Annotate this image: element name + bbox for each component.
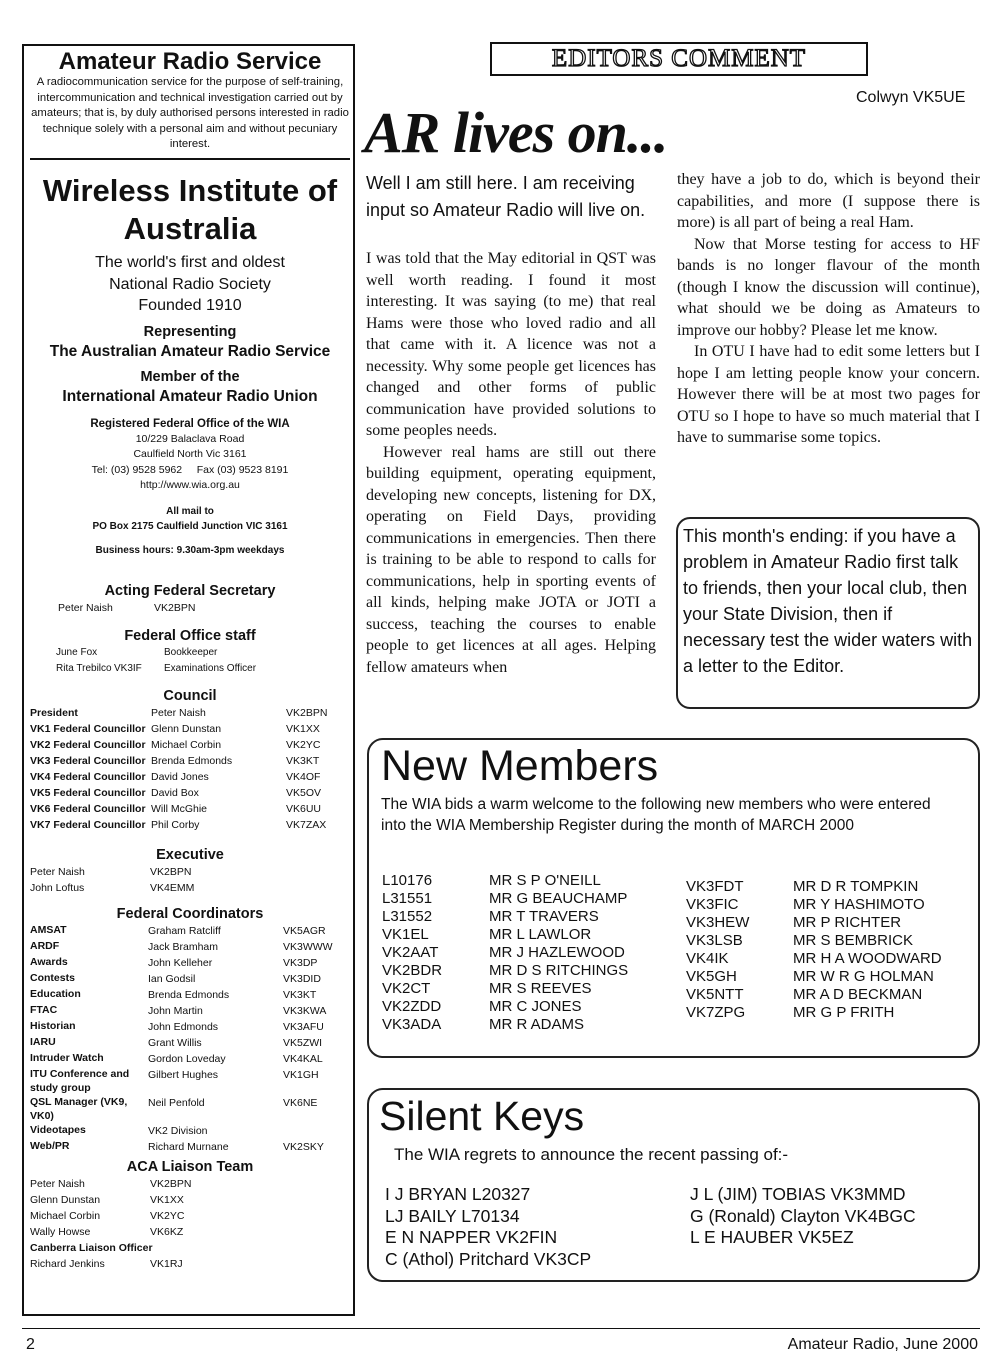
- silent-keys-title: Silent Keys: [379, 1093, 585, 1139]
- table-row: President Peter Naish VK2BPN: [30, 707, 328, 719]
- executive-heading: Executive: [156, 847, 224, 863]
- silent-keys-right-list: [690, 1184, 916, 1249]
- table-row: VK5 Federal Councillor David Box VK5OV: [30, 787, 322, 799]
- divider: [30, 158, 350, 160]
- mail-address: PO Box 2175 Caulfield Junction VIC 3161: [92, 520, 288, 532]
- list-item: I J BRYAN L20327: [385, 1184, 531, 1204]
- aca-block: [30, 1158, 350, 1272]
- list-item: MR C JONES: [489, 998, 582, 1015]
- representing-label: Representing: [143, 323, 237, 340]
- list-item: MR D R TOMPKIN: [793, 878, 919, 895]
- list-item: VK5GH: [686, 968, 737, 985]
- list-item: MR H A WOODWARD: [793, 950, 942, 967]
- table-row: Peter Naish VK2BPN: [30, 866, 192, 878]
- list-item: L31551: [382, 890, 433, 907]
- list-item: VK2BDR: [382, 962, 443, 979]
- office-heading: Registered Federal Office of the WIA: [90, 417, 290, 430]
- table-row: Videotapes VK2 Division: [30, 1124, 208, 1137]
- list-item: VK3HEW: [686, 914, 750, 931]
- new-members-right-names: [793, 878, 942, 1022]
- staff-heading: Federal Office staff: [124, 628, 256, 644]
- list-item: MR S REEVES: [489, 980, 592, 997]
- editors-comment-banner: EDITORS COMMENT: [490, 42, 868, 76]
- secretary-block: [30, 582, 350, 616]
- table-row: John Loftus VK4EMM: [30, 882, 195, 894]
- list-item: VK3FDT: [686, 878, 744, 895]
- executive-block: [30, 846, 350, 896]
- council-table: [30, 705, 327, 833]
- list-item: MR Y HASHIMOTO: [793, 896, 925, 913]
- silent-keys-intro: The WIA regrets to announce the recent passing of:-: [394, 1145, 789, 1164]
- coordinators-table: [30, 923, 333, 1155]
- table-row: VK1 Federal Councillor Glenn Dunstan VK1XX: [30, 723, 320, 735]
- table-row: Education Brenda Edmonds VK3KT: [30, 988, 317, 1001]
- ars-title: Amateur Radio Service: [58, 48, 322, 75]
- list-item: MR D S RITCHINGS: [489, 962, 629, 979]
- new-members-right-calls: [686, 878, 749, 1022]
- table-row: Wally Howse VK6KZ: [30, 1226, 184, 1238]
- table-row: Intruder Watch Gordon Loveday VK4KAL: [30, 1052, 323, 1065]
- list-item: MR S P O'NEILL: [489, 872, 601, 889]
- editorial-lead: Well I am still here. I am receiving input so Amateur Radio will live on.: [366, 173, 646, 220]
- list-item: MR S BEMBRICK: [793, 932, 914, 949]
- table-row: Contests Ian Godsil VK3DID: [30, 972, 321, 985]
- new-members-intro: The WIA bids a warm welcome to the following new members who were entered into the WIA Membership Register during the month of MARCH 2000: [381, 796, 931, 834]
- member-value: International Amateur Radio Union: [62, 387, 318, 405]
- list-item: MR W R G HOLMAN: [793, 968, 934, 985]
- list-item: VK1EL: [382, 926, 429, 943]
- list-item: MR J HAZLEWOOD: [489, 944, 625, 961]
- table-row: QSL Manager (VK9, VK0) Neil Penfold VK6NE: [30, 1096, 318, 1122]
- list-item: VK2ZDD: [382, 998, 442, 1015]
- wia-tagline: The world's first and oldest National Radio Society Founded 1910: [95, 254, 285, 314]
- list-item: L10176: [382, 872, 433, 889]
- office-address-1: 10/229 Balaclava Road: [135, 432, 245, 445]
- table-row: AMSAT Graham Ratcliff VK5AGR: [30, 924, 326, 937]
- table-row: June Fox Bookkeeper: [56, 647, 218, 658]
- table-row: Web/PR Richard Murnane VK2SKY: [30, 1140, 324, 1153]
- list-item: VK3FIC: [686, 896, 739, 913]
- publication-footer: Amateur Radio, June 2000: [787, 1336, 978, 1353]
- staff-table: [56, 645, 256, 677]
- table-row: IARU Grant Willis VK5ZWI: [30, 1036, 323, 1049]
- list-item: G (Ronald) Clayton VK4BGC: [690, 1205, 916, 1226]
- list-item: MR G P FRITH: [793, 1004, 895, 1021]
- list-item: J L (JIM) TOBIAS VK3MMD: [690, 1184, 906, 1204]
- list-item: VK2AAT: [382, 944, 439, 961]
- new-members-left-names: [489, 872, 628, 1034]
- list-item: C (Athol) Pritchard VK3CP: [385, 1248, 592, 1269]
- paragraph: However real hams are still out there building equipment, operating equipment, developing new concepts, listening for DX, operating on Field Days, providing communications in emergencies. Then there is training to be able to respond to calls for communications, help in sporting events of all kinds, helping make JOTA or JOTI a success, teaching the courses to enable people to get licences at all ages. Helping fellow amateurs when: [366, 443, 656, 676]
- table-row: Historian John Edmonds VK3AFU: [30, 1020, 324, 1033]
- paragraph: In OTU I have had to edit some letters but I hope I am letting people know your concern. However there will be at most two pages for OTU so I hope to have so much material that I have to summarise some topics.: [677, 343, 980, 446]
- table-row: ARDF Jack Bramham VK3WWW: [30, 940, 333, 953]
- list-item: LJ BAILY L70134: [385, 1205, 520, 1226]
- list-item: L31552: [382, 908, 433, 925]
- website: http://www.wia.org.au: [140, 479, 240, 491]
- table-row: Peter Naish VK2BPN: [30, 1178, 192, 1190]
- list-item: MR L LAWLOR: [489, 926, 592, 943]
- table-row: Rita Trebilco VK3IF Examinations Officer: [56, 663, 257, 674]
- editorial-column-2: [677, 169, 980, 449]
- paragraph: Now that Morse testing for access to HF bands is no longer flavour of the month (though I know the discussion will continue), what should we be doing as Amateurs to improve our hobby? Please let me know.: [677, 235, 980, 339]
- council-block: [30, 687, 350, 833]
- canberra-table: [30, 1240, 183, 1272]
- list-item: VK7ZPG: [686, 1004, 746, 1021]
- editorial-headline: AR lives on...: [364, 100, 668, 165]
- list-item: VK4IK: [686, 950, 729, 967]
- table-row: VK7 Federal Councillor Phil Corby VK7ZAX: [30, 819, 327, 831]
- list-item: L E HAUBER VK5EZ: [690, 1227, 854, 1247]
- list-item: MR R ADAMS: [489, 1016, 585, 1033]
- editorial-author: Colwyn VK5UE: [856, 89, 966, 106]
- coordinators-heading: Federal Coordinators: [116, 906, 264, 922]
- table-row: Peter Naish VK2BPN: [58, 602, 196, 614]
- table-row: VK4 Federal Councillor David Jones VK4OF: [30, 771, 321, 783]
- list-item: MR T TRAVERS: [489, 908, 599, 925]
- new-members-left-calls: [382, 872, 442, 1034]
- table-row: VK2 Federal Councillor Michael Corbin VK2YC: [30, 739, 321, 751]
- aca-heading: ACA Liaison Team: [126, 1159, 254, 1175]
- office-address-2: Caulfield North Vic 3161: [133, 448, 247, 460]
- business-hours: Business hours: 9.30am-3pm weekdays: [95, 544, 285, 556]
- editorial-column-1: [366, 248, 656, 678]
- list-item: MR A D BECKMAN: [793, 986, 923, 1003]
- wia-block: [30, 172, 350, 558]
- pull-quote: This month's ending: if you have a problem in Amateur Radio first talk to friends, then your local club, then your State Division, then if necessary test the wider waters with a letter to the Editor.: [676, 517, 980, 709]
- ars-definition-block: [30, 48, 350, 153]
- executive-table: [30, 864, 194, 896]
- contact-phone-fax: Tel: (03) 9528 5962 Fax (03) 9523 8191: [91, 463, 289, 476]
- representing-value: The Australian Amateur Radio Service: [49, 342, 331, 360]
- list-item: VK3ADA: [382, 1016, 442, 1033]
- aca-table: [30, 1176, 191, 1240]
- table-row: Richard Jenkins VK1RJ: [30, 1258, 183, 1270]
- ars-definition: A radiocommunication service for the purpose of self-training, intercommunication and technical investigation carried out by amateurs; that is, by duly authorised persons interested in radio technique solely with a personal aim and without pecuniary interest.: [31, 76, 349, 150]
- silent-keys-left-list: [385, 1184, 591, 1270]
- table-row: Canberra Liaison Officer: [30, 1242, 153, 1254]
- table-row: VK3 Federal Councillor Brenda Edmonds VK3KT: [30, 755, 320, 767]
- secretary-heading: Acting Federal Secretary: [104, 583, 276, 599]
- list-item: VK2CT: [382, 980, 431, 997]
- table-row: ITU Conference and study group Gilbert Hughes VK1GH: [30, 1068, 319, 1094]
- paragraph: I was told that the May editorial in QST was well worth reading. I found it most interesting. It was saying (to me) that real Hams were those who loved radio and all that came with it. A licence was not a necessity. Why some people get licences has changed and other forms of public communication have provided solutions to some peoples needs.: [366, 250, 656, 439]
- list-item: E N NAPPER VK2FIN: [385, 1227, 558, 1247]
- table-row: FTAC John Martin VK3KWA: [30, 1004, 327, 1017]
- wia-title: Wireless Institute of Australia: [42, 173, 338, 246]
- table-row: Glenn Dunstan VK1XX: [30, 1194, 184, 1206]
- table-row: Michael Corbin VK2YC: [30, 1210, 185, 1222]
- coordinators-block: [30, 905, 350, 1155]
- secretary-table: [58, 600, 195, 616]
- list-item: VK5NTT: [686, 986, 744, 1003]
- council-heading: Council: [163, 688, 217, 704]
- paragraph: they have a job to do, which is beyond their capabilities, and more (I suppose there is more) is all part of being a real Ham.: [677, 171, 980, 231]
- member-label: Member of the: [140, 368, 240, 385]
- list-item: MR G BEAUCHAMP: [489, 890, 628, 907]
- table-row: VK6 Federal Councillor Will McGhie VK6UU: [30, 803, 322, 815]
- mail-label: All mail to: [166, 505, 214, 517]
- staff-block: [30, 627, 350, 677]
- footer-rule: [22, 1328, 980, 1329]
- list-item: MR P RICHTER: [793, 914, 902, 931]
- table-row: Awards John Kelleher VK3DP: [30, 956, 318, 969]
- list-item: VK3LSB: [686, 932, 743, 949]
- page-number: 2: [26, 1336, 35, 1353]
- new-members-title: New Members: [381, 742, 659, 790]
